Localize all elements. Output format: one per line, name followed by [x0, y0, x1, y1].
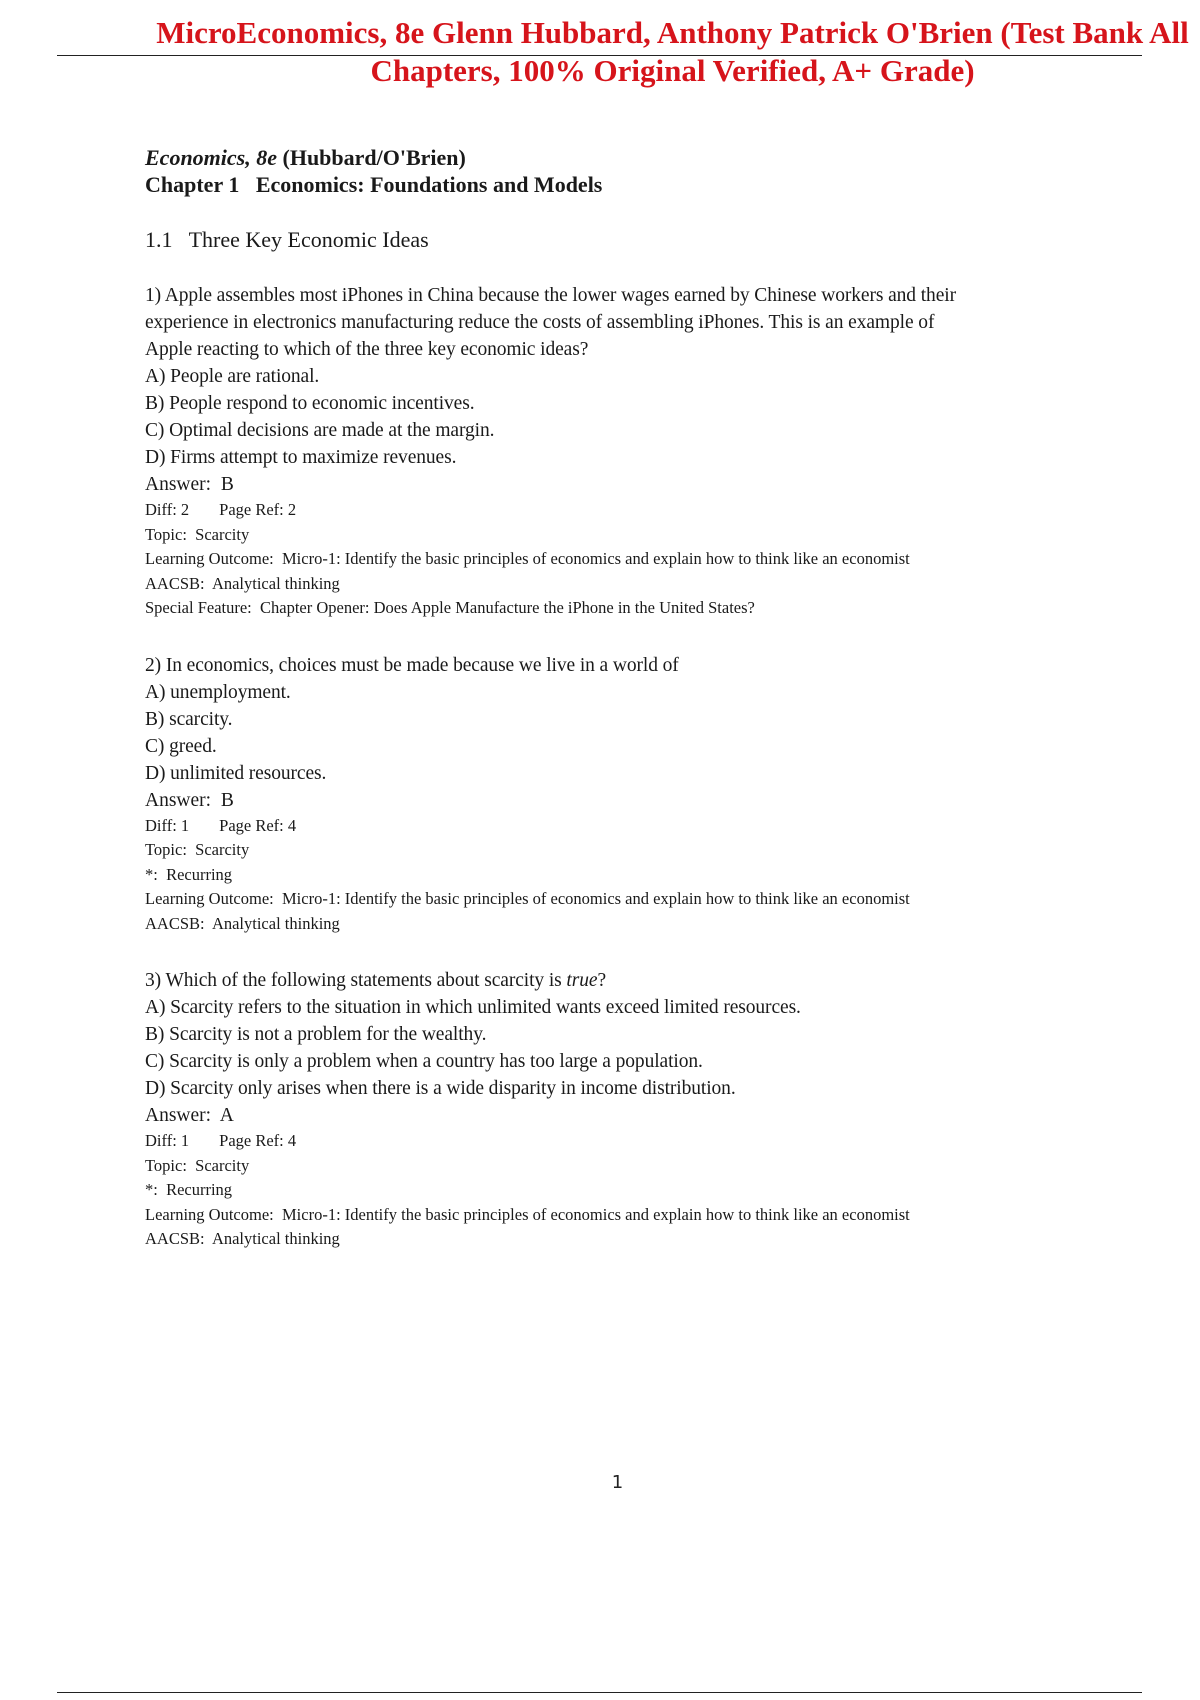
answer-option-d: D) Firms attempt to maximize revenues.	[145, 447, 457, 468]
topic: Topic: Scarcity	[145, 840, 250, 859]
question-stem-line: experience in electronics manufacturing reduce the costs of assembling iPhones. This is an example of	[145, 312, 935, 333]
question-stem-line	[145, 967, 1145, 994]
question-stem-line: 2) In economics, choices must be made because we live in a world of	[145, 654, 679, 676]
difficulty-pageref	[145, 498, 1145, 523]
answer-option-b: B) scarcity.	[145, 708, 233, 730]
header-divider	[57, 55, 1142, 56]
stem-prefix: 3) Which of the following statements about scarcity is	[145, 970, 567, 991]
learning-outcome: Learning Outcome: Micro-1: Identify the basic principles of economics and explain how to think like an economist	[145, 889, 910, 908]
difficulty-pageref	[145, 1129, 1145, 1154]
answer-key: Answer: B	[145, 789, 234, 811]
chapter-title: Chapter 1 Economics: Foundations and Models	[145, 172, 603, 197]
answer-option-c: C) Optimal decisions are made at the margin.	[145, 420, 495, 441]
difficulty-pageref	[145, 814, 1145, 839]
question-stem-line: Apple reacting to which of the three key economic ideas?	[145, 339, 589, 360]
book-title: Economics, 8e	[145, 145, 277, 170]
page-ref: Page Ref: 4	[219, 815, 297, 835]
answer-option-a: A) unemployment.	[145, 681, 291, 703]
answer-option-a: A) People are rational.	[145, 366, 320, 387]
answer-option-b: B) Scarcity is not a problem for the wealthy.	[145, 1024, 487, 1045]
book-line	[145, 144, 1145, 171]
answer-option-c: C) Scarcity is only a problem when a country has too large a population.	[145, 1051, 703, 1072]
recurring-flag: *: Recurring	[145, 1180, 233, 1199]
answer-option-b: B) People respond to economic incentives.	[145, 393, 475, 414]
answer-option-c: C) greed.	[145, 735, 217, 757]
difficulty: Diff: 1	[145, 1131, 190, 1150]
aacsb: AACSB: Analytical thinking	[145, 913, 340, 933]
aacsb: AACSB: Analytical thinking	[145, 1229, 340, 1248]
difficulty: Diff: 1	[145, 815, 190, 835]
stem-suffix: ?	[597, 970, 606, 991]
topic: Topic: Scarcity	[145, 1155, 250, 1175]
page-ref: Page Ref: 2	[219, 500, 297, 519]
answer-key: Answer: B	[145, 474, 234, 495]
footer-divider	[57, 1692, 1142, 1693]
answer-option-d: D) unlimited resources.	[145, 762, 327, 784]
topic: Topic: Scarcity	[145, 524, 250, 544]
question-stem-line: 1) Apple assembles most iPhones in China because the lower wages earned by Chinese workers and their	[145, 285, 956, 306]
special-feature: Special Feature: Chapter Opener: Does Apple Manufacture the iPhone in the United States?	[145, 598, 755, 617]
section-title: 1.1 Three Key Economic Ideas	[145, 227, 429, 252]
question-1	[145, 282, 1145, 621]
page-ref: Page Ref: 4	[219, 1131, 297, 1150]
answer-option-a: A) Scarcity refers to the situation in which unlimited wants exceed limited resources.	[145, 997, 801, 1018]
document-body	[145, 144, 1145, 1252]
question-2	[145, 652, 1145, 937]
page-number: 1	[611, 1472, 624, 1493]
answer-option-d: D) Scarcity only arises when there is a wide disparity in income distribution.	[145, 1078, 736, 1099]
book-authors: (Hubbard/O'Brien)	[282, 145, 466, 170]
learning-outcome: Learning Outcome: Micro-1: Identify the basic principles of economics and explain how to think like an economist	[145, 1204, 910, 1224]
difficulty: Diff: 2	[145, 500, 190, 519]
document-header-title: MicroEconomics, 8e Glenn Hubbard, Anthony Patrick O'Brien (Test Bank All Chapters, 100% Original Verified, A+ Grade)	[156, 15, 1189, 88]
stem-emphasis: true	[566, 970, 598, 991]
answer-key: Answer: A	[145, 1105, 234, 1126]
question-3	[145, 967, 1145, 1252]
recurring-flag: *: Recurring	[145, 864, 233, 884]
aacsb: AACSB: Analytical thinking	[145, 573, 340, 593]
learning-outcome: Learning Outcome: Micro-1: Identify the basic principles of economics and explain how to think like an economist	[145, 549, 910, 568]
